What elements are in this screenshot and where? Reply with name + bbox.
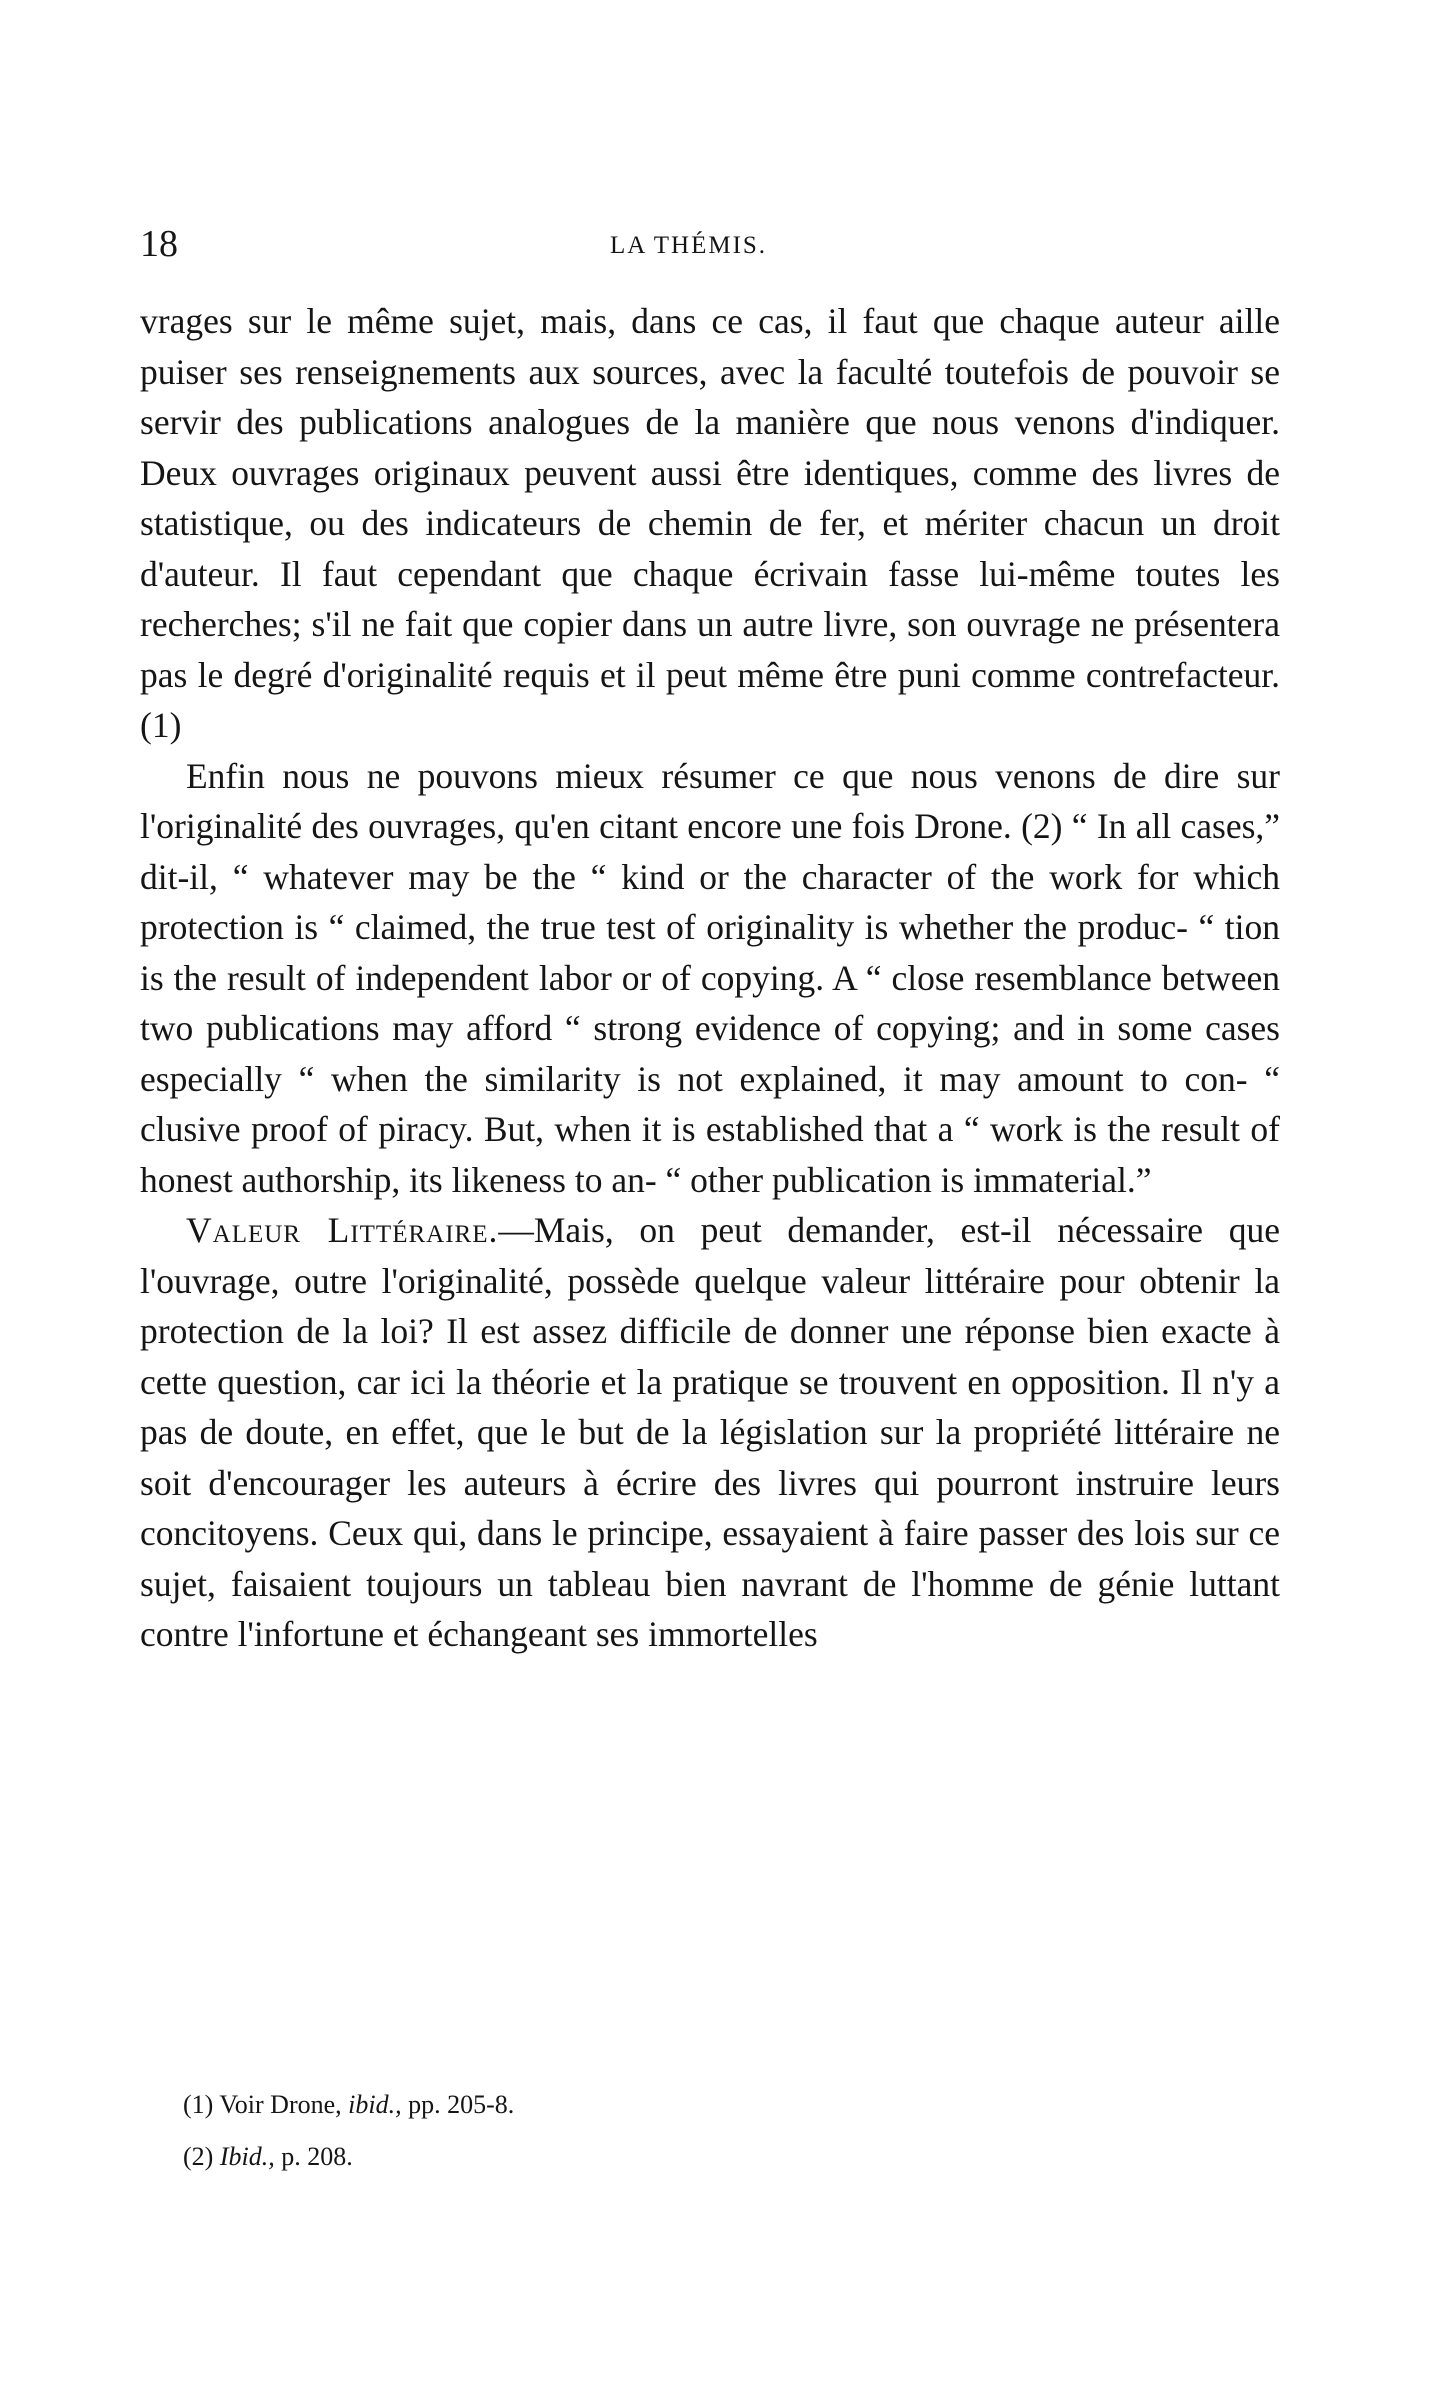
drone-quotation: “ In all cases,” dit-il, “ whatever may be the “ kind or the character of the work for which protection is “ claimed, the true test of originality is whether the produc- “ tion is the result of independent labor or of copying. A “ close resemblance between two publications may afford “ strong evidence of copying; and in some cases especially “ when the similarity is not explained, it may amount to con- “ clusive proof of piracy. But, when it is established that a “ work is the result of honest authorship, its likeness to an- “ other publication is immaterial.”	[140, 806, 1281, 1200]
paragraph-1-text: vrages sur le même sujet, mais, dans ce cas, il faut que chaque auteur aille puiser ses renseignements aux sources, avec la faculté toutefois de pouvoir se servir des publications analogues de la manière que nous venons d'indiquer. Deux ouvrages originaux peuvent aussi être identiques, comme des livres de statistique, ou des indicateurs de chemin de fer, et mériter chacun un droit d'auteur. Il faut cependant que chaque écrivain fasse lui-même toutes les recherches; s'il ne fait que copier dans un autre livre, son ouvrage ne présentera pas le degré d'originalité requis et il peut même être puni comme contrefacteur.	[140, 301, 1280, 695]
footnote-pages: pp. 205-8.	[408, 2090, 515, 2119]
running-title: LA THÉMIS.	[610, 232, 768, 259]
body-text	[140, 296, 1280, 1660]
footnote-mark: (2)	[183, 2142, 214, 2171]
paragraph-3-text: —Mais, on peut demander, est-il nécessaire que l'ouvrage, outre l'originalité, possède quelque valeur littéraire pour obtenir la protection de la loi? Il est assez difficile de donner une réponse bien exacte à cette question, car ici la théorie et la pratique se trouvent en opposition. Il n'y a pas de doute, en effet, que le but de la législation sur la propriété littéraire ne soit d'encourager les auteurs à écrire des livres qui pourront instruire leurs concitoyens. Ceux qui, dans le principe, essayaient à faire passer des lois sur ce sujet, faisaient toujours un tableau bien navrant de l'homme de génie luttant contre l'infortune et échangeant ses immortelles	[140, 1210, 1280, 1654]
footnote-italic: ibid.,	[348, 2090, 402, 2119]
footnote-2	[183, 2142, 1183, 2172]
footnote-mark: (1)	[183, 2090, 214, 2119]
paragraph-2-text-a: Enfin nous ne pouvons mieux résumer ce que nous venons de dire sur l'originalité des ouvrages, qu'en citant encore une fois Drone.	[140, 755, 1280, 846]
page-number: 18	[140, 223, 178, 265]
footnote-italic: Ibid.,	[219, 2142, 275, 2171]
footnote-pages: p. 208.	[281, 2142, 353, 2171]
paragraph-3	[140, 1205, 1280, 1660]
footnote-ref-1: (1)	[140, 705, 182, 745]
running-head	[140, 222, 1280, 272]
footnote-ref-2: (2)	[1021, 806, 1063, 846]
footnotes	[183, 2090, 1183, 2194]
section-heading-valeur-litteraire: Valeur Littéraire.	[186, 1210, 499, 1250]
paragraph-2	[140, 751, 1280, 1206]
footnote-text: Voir Drone,	[219, 2090, 342, 2119]
footnote-1	[183, 2090, 1183, 2120]
paragraph-1	[140, 296, 1280, 751]
